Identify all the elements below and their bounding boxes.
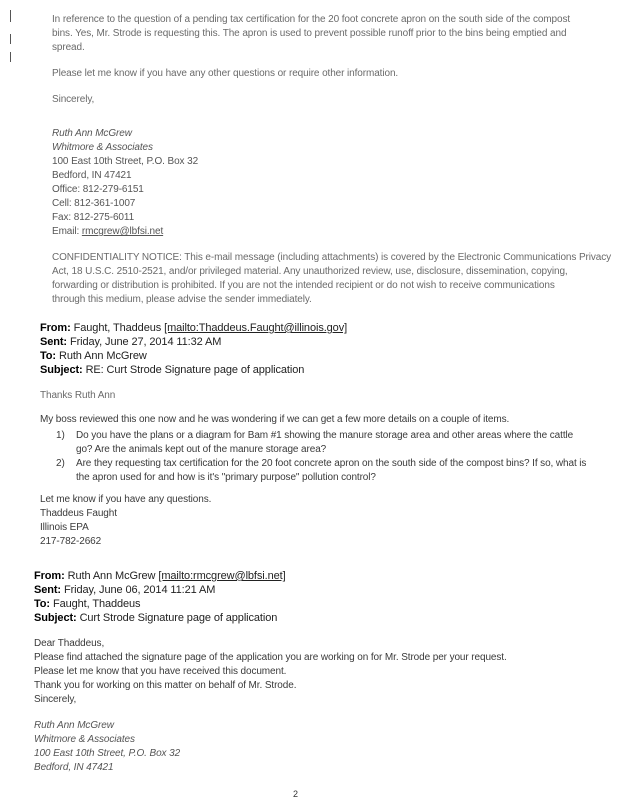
to-row: [34, 598, 140, 612]
notice-line: through this medium, please advise the sender immediately.: [52, 294, 312, 305]
sent-row: [40, 336, 221, 350]
subject-row: [34, 612, 277, 626]
signature-name: Thaddeus Faught: [40, 508, 117, 519]
signature-fax: Fax: 812-275-6011: [52, 212, 135, 223]
closing: Let me know if you have any questions.: [40, 494, 212, 505]
signature-title: Whitmore & Associates: [52, 142, 153, 153]
paragraph-line: bins. Yes, Mr. Strode is requesting this. The apron is used to prevent possible runoff prior to the bins being emptied and: [52, 28, 567, 39]
signature-phone: 217-782-2662: [40, 536, 102, 547]
signature-city: Bedford, IN 47421: [34, 762, 114, 773]
signature-name: Ruth Ann McGrew: [34, 720, 114, 731]
signature-address: 100 East 10th Street, P.O. Box 32: [52, 156, 199, 167]
subject-row: [40, 364, 304, 378]
page-number: 2: [293, 789, 299, 799]
subject-text: RE: Curt Strode Signature page of application: [85, 364, 305, 376]
signature-email: [52, 226, 163, 239]
signature-email-label: Email:: [52, 226, 82, 237]
subject-label: Subject:: [34, 612, 77, 624]
sent-date: Friday, June 27, 2014 11:32 AM: [69, 336, 222, 348]
list-item: Are they requesting tax certification for the 20 foot concrete apron on the south side of the compost bins? If so, what is: [76, 458, 587, 469]
notice-line: CONFIDENTIALITY NOTICE: This e-mail message (including attachments) is covered by the Electronic Communications Privacy: [52, 252, 612, 263]
sent-date: Friday, June 06, 2014 11:21 AM: [63, 584, 216, 596]
signature-name: Ruth Ann McGrew: [52, 128, 132, 139]
closing: Sincerely,: [34, 694, 77, 705]
to-name: Faught, Thaddeus: [52, 598, 141, 610]
sent-label: Sent:: [40, 336, 68, 348]
signature-org: Illinois EPA: [40, 522, 89, 533]
paragraph-line: Please let me know if you have any other questions or require other information.: [52, 68, 399, 79]
closing: Sincerely,: [52, 94, 95, 105]
paragraph-line: Please find attached the signature page of the application you are working on for Mr. Strode per your request.: [34, 652, 507, 663]
signature-city: Bedford, IN 47421: [52, 170, 132, 181]
list-item: Do you have the plans or a diagram for Bam #1 showing the manure storage area and other areas where the cattle: [76, 430, 574, 441]
sent-row: [34, 584, 215, 598]
to-label: To:: [40, 350, 56, 362]
margin-mark: [10, 10, 11, 22]
from-row: [40, 322, 347, 336]
to-name: Ruth Ann McGrew: [58, 350, 147, 362]
to-row: [40, 350, 147, 364]
to-label: To:: [34, 598, 50, 610]
greeting: Thanks Ruth Ann: [40, 390, 116, 401]
paragraph-line: spread.: [52, 42, 85, 53]
paragraph-line: My boss reviewed this one now and he was wondering if we can get a few more details on a couple of items.: [40, 414, 510, 425]
margin-mark: [10, 52, 11, 62]
paragraph-line: In reference to the question of a pending tax certification for the 20 foot concrete apron on the south side of the compost: [52, 14, 571, 25]
from-row: [34, 570, 286, 584]
paragraph-line: Thank you for working on this matter on behalf of Mr. Strode.: [34, 680, 297, 691]
notice-line: Act, 18 U.S.C. 2510-2521, and/or privileged material. Any unauthorized review, use, disclosure, dissemination, copying,: [52, 266, 568, 277]
list-item: go? Are the animals kept out of the manure storage area?: [76, 444, 327, 455]
from-label: From:: [40, 322, 71, 334]
from-email-link[interactable]: [mailto:Thaddeus.Faught@illinois.gov]: [164, 322, 348, 334]
signature-office: Office: 812-279-6151: [52, 184, 144, 195]
list-item: the apron used for and how is it's "primary purpose" pollution control?: [76, 472, 376, 483]
subject-label: Subject:: [40, 364, 83, 376]
paragraph-line: Please let me know that you have received this document.: [34, 666, 287, 677]
sent-label: Sent:: [34, 584, 62, 596]
list-number: 2): [56, 458, 65, 469]
signature-cell: Cell: 812-361-1007: [52, 198, 136, 209]
signature-email-link[interactable]: rmcgrew@lbfsi.net: [81, 226, 164, 237]
from-label: From:: [34, 570, 65, 582]
signature-title: Whitmore & Associates: [34, 734, 135, 745]
from-name: Ruth Ann McGrew: [67, 570, 156, 582]
greeting: Dear Thaddeus,: [34, 638, 105, 649]
signature-address: 100 East 10th Street, P.O. Box 32: [34, 748, 181, 759]
subject-text: Curt Strode Signature page of application: [79, 612, 278, 624]
from-name: Faught, Thaddeus: [73, 322, 162, 334]
notice-line: forwarding or distribution is prohibited. If you are not the intended recipient or do not wish to receive communications: [52, 280, 555, 291]
margin-mark: [10, 34, 11, 44]
list-number: 1): [56, 430, 65, 441]
from-email-link[interactable]: [mailto:rmcgrew@lbfsi.net]: [158, 570, 286, 582]
